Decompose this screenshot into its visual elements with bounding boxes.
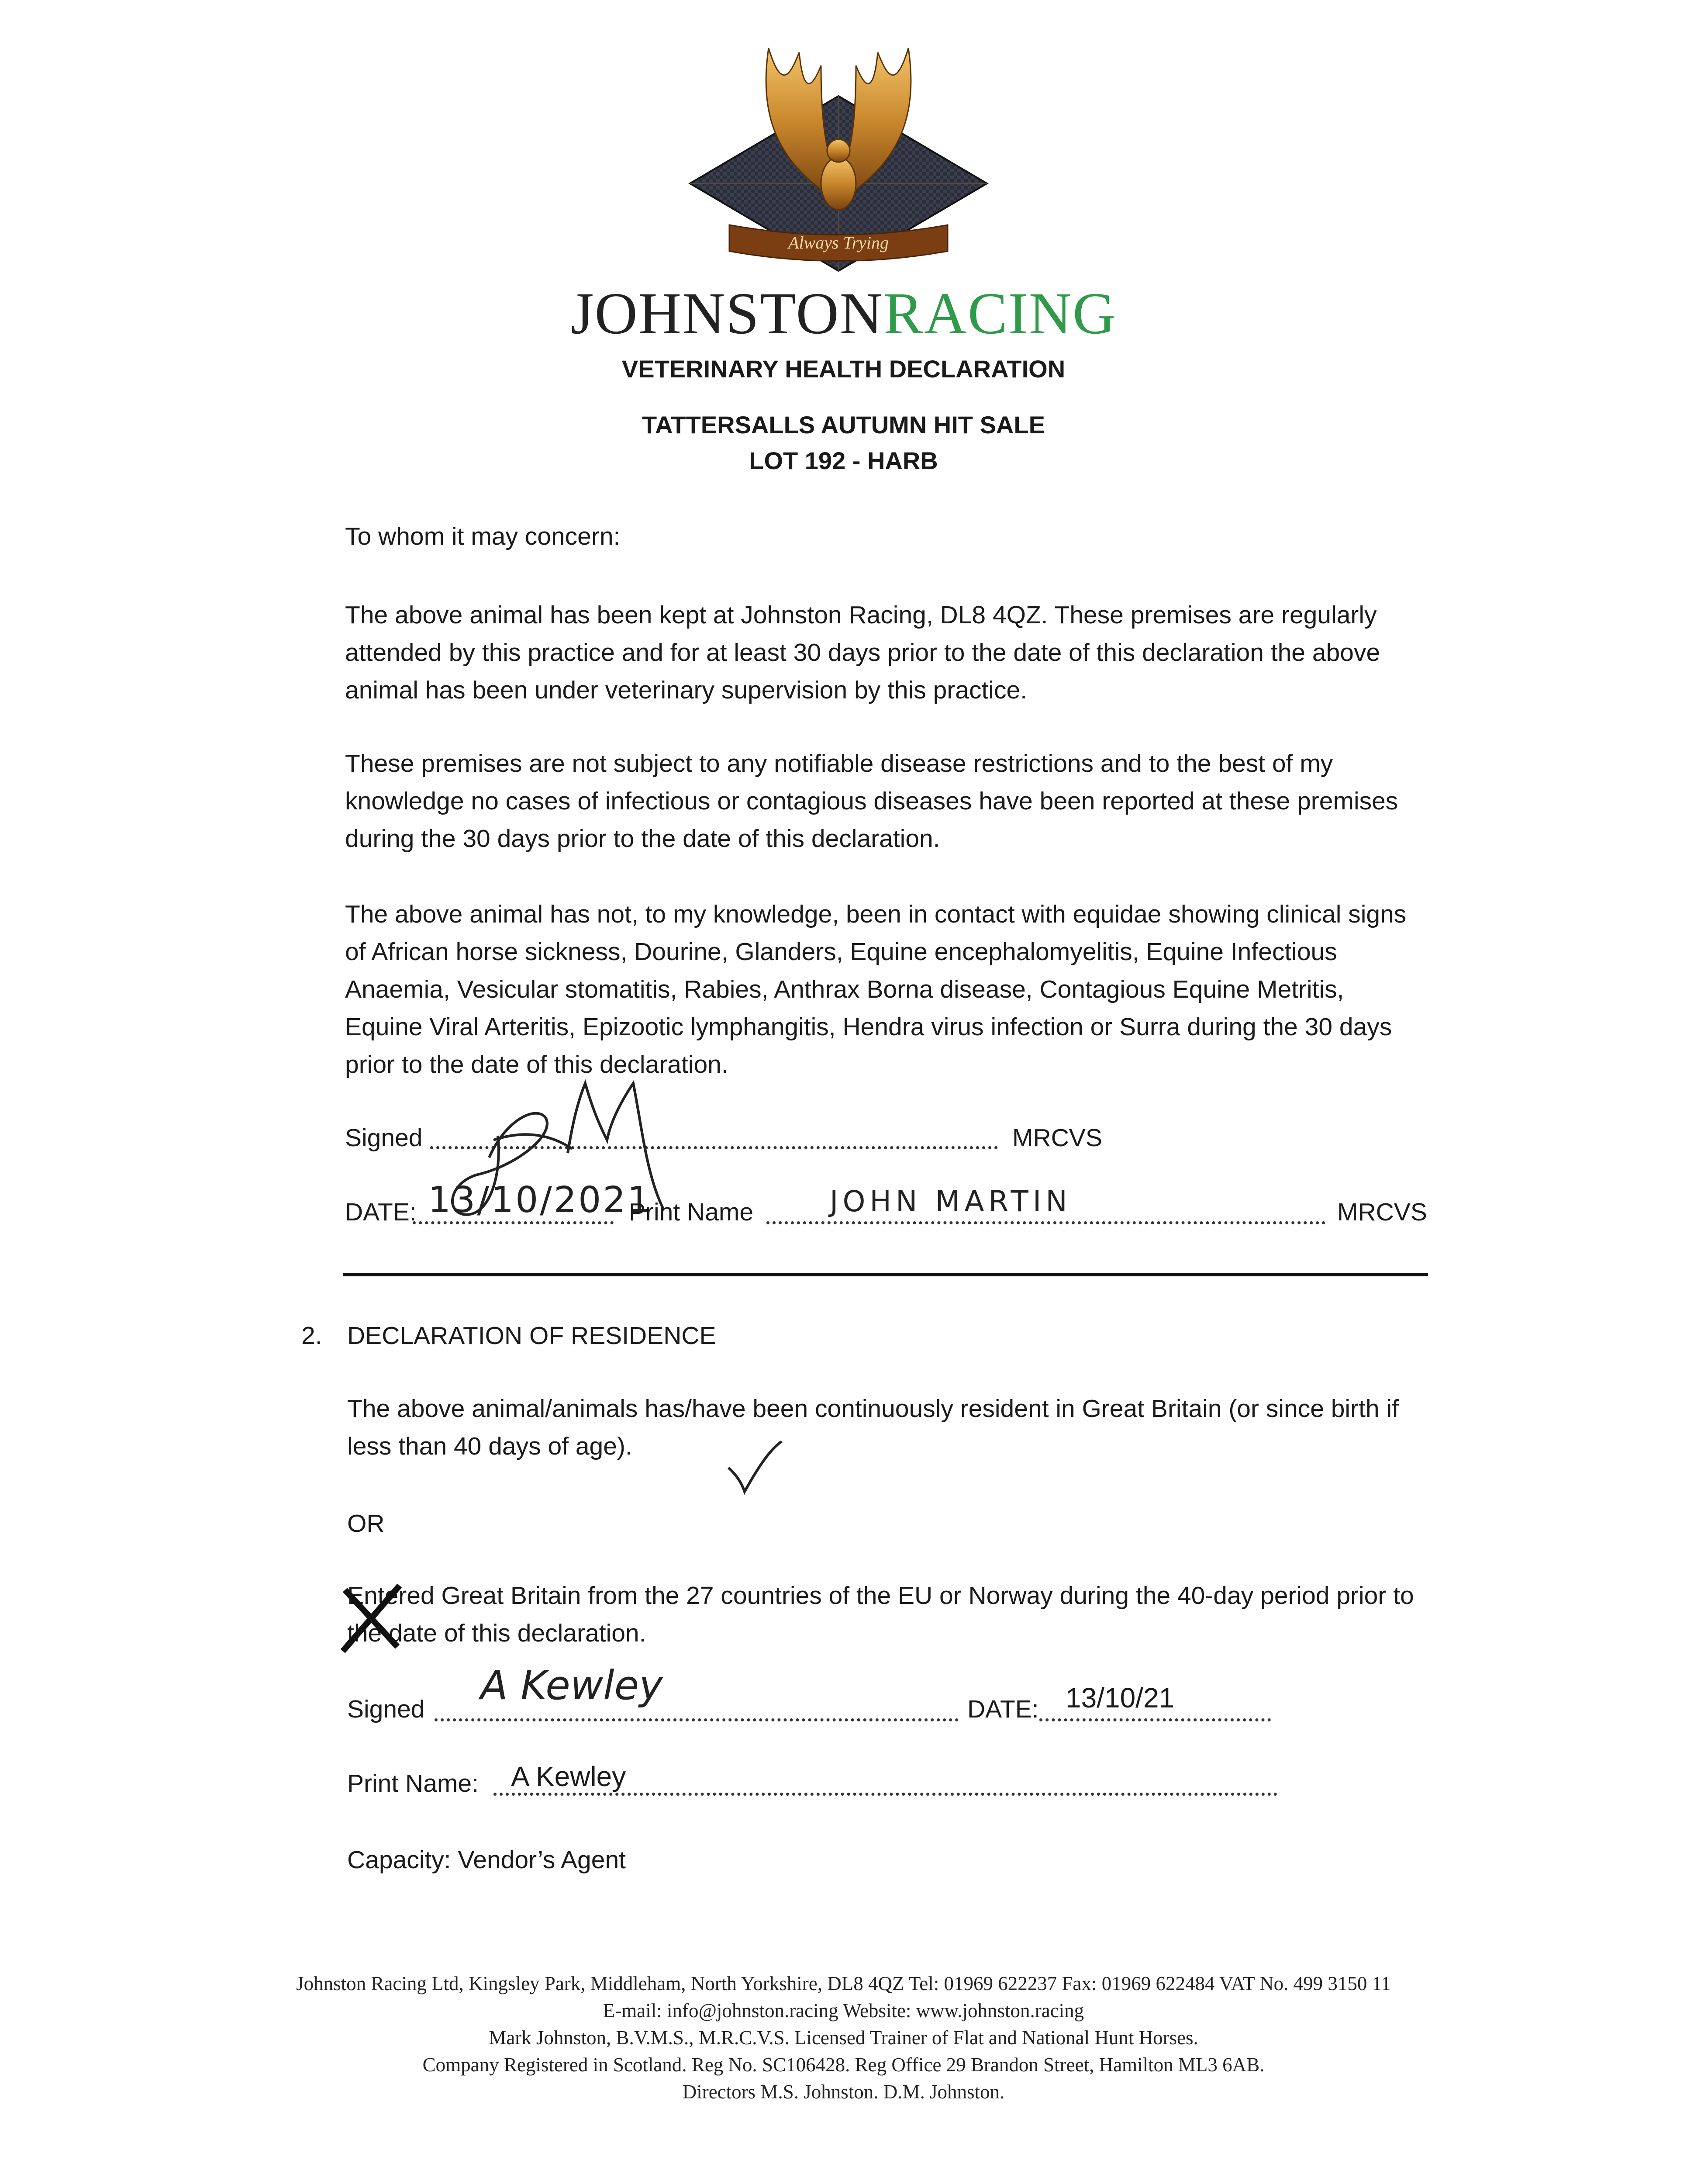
vet-print-name-value: JOHN MARTIN (830, 1185, 1072, 1218)
vet-signed-label: Signed (345, 1124, 423, 1152)
brand-name-johnston: JOHNSTON (570, 281, 883, 346)
brand-wordmark (0, 280, 1687, 348)
residence-option-entered: Entered Great Britain from the 27 countries of the EU or Norway during the 40-day period prior to the date of this declaration. (347, 1582, 1414, 1647)
sale-heading: TATTERSALLS AUTUMN HIT SALE (642, 411, 1045, 439)
footer-registration: Company Registered in Scotland. Reg No. SC106428. Reg Office 29 Brandon Street, Hamilton ML3 6AB. (422, 2054, 1265, 2076)
logo-motto: Always Trying (788, 233, 889, 252)
residence-option-continuous: The above animal/animals has/have been continuously resident in Great Britain (or since birth if less than 40 days of age). (347, 1395, 1399, 1460)
agent-print-name-label: Print Name: (347, 1769, 479, 1797)
agent-capacity: Capacity: Vendor’s Agent (347, 1846, 626, 1874)
company-footer (0, 1970, 1687, 2105)
agent-date-value: 13/10/21 (1066, 1682, 1175, 1714)
residence-heading: DECLARATION OF RESIDENCE (347, 1322, 716, 1350)
salutation: To whom it may concern: (345, 522, 621, 550)
agent-signature: A Kewley (480, 1662, 663, 1709)
section-divider (343, 1273, 1428, 1276)
agent-signed-label: Signed (347, 1695, 425, 1723)
document-title: VETERINARY HEALTH DECLARATION (621, 355, 1066, 383)
vet-date-value: 13/10/2021 (428, 1179, 652, 1221)
paragraph-premises: The above animal has been kept at Johnston Racing, DL8 4QZ. These premises are regularly attended by this practice and for at least 30 days prior to the date of this declaration the above animal has been under veterinary supervision by this practice. (345, 601, 1380, 704)
vet-date-label: DATE: (345, 1198, 417, 1226)
vet-mrcvs-label-2: MRCVS (1337, 1198, 1427, 1226)
lot-heading: LOT 192 - HARB (749, 447, 938, 474)
vet-mrcvs-label-1: MRCVS (1012, 1124, 1102, 1152)
paragraph-restrictions: These premises are not subject to any notifiable disease restrictions and to the best of my knowledge no cases of infectious or contagious diseases have been reported at these premises during the 30 days prior to the date of this declaration. (345, 750, 1398, 853)
cross-out-icon (338, 1581, 404, 1655)
residence-or-label: OR (347, 1510, 385, 1538)
vet-print-name-label: Print Name (629, 1198, 754, 1226)
brand-name-racing: RACING (883, 281, 1117, 346)
agent-date-label: DATE: (967, 1695, 1039, 1723)
checkmark-icon (725, 1437, 786, 1498)
company-logo (681, 39, 996, 284)
paragraph-contact: The above animal has not, to my knowledge, been in contact with equidae showing clinical signs of African horse sickness, Dourine, Glanders, Equine encephalomyelitis, Equine Infectious Anaemia, Vesicular stomatitis, Rabies, Anthrax Borna disease, Contagious Equine Metritis, Equine Viral Arteritis, Epizootic lymphangitis, Hendra virus infection or Surra during the 30 days prior to the date of this declaration. (345, 900, 1407, 1078)
agent-print-name-value: A Kewley (511, 1761, 626, 1792)
footer-directors: Directors M.S. Johnston. D.M. Johnston. (682, 2081, 1005, 2103)
footer-contact: E-mail: info@johnston.racing Website: www.johnston.racing (603, 2000, 1084, 2022)
footer-trainer: Mark Johnston, B.V.M.S., M.R.C.V.S. Licensed Trainer of Flat and National Hunt Horses. (489, 2027, 1198, 2049)
footer-address: Johnston Racing Ltd, Kingsley Park, Middleham, North Yorkshire, DL8 4QZ Tel: 01969 622237 Fax: 01969 622484 VAT No. 499 3150 11 (296, 1973, 1391, 1994)
section-number: 2. (301, 1322, 322, 1350)
